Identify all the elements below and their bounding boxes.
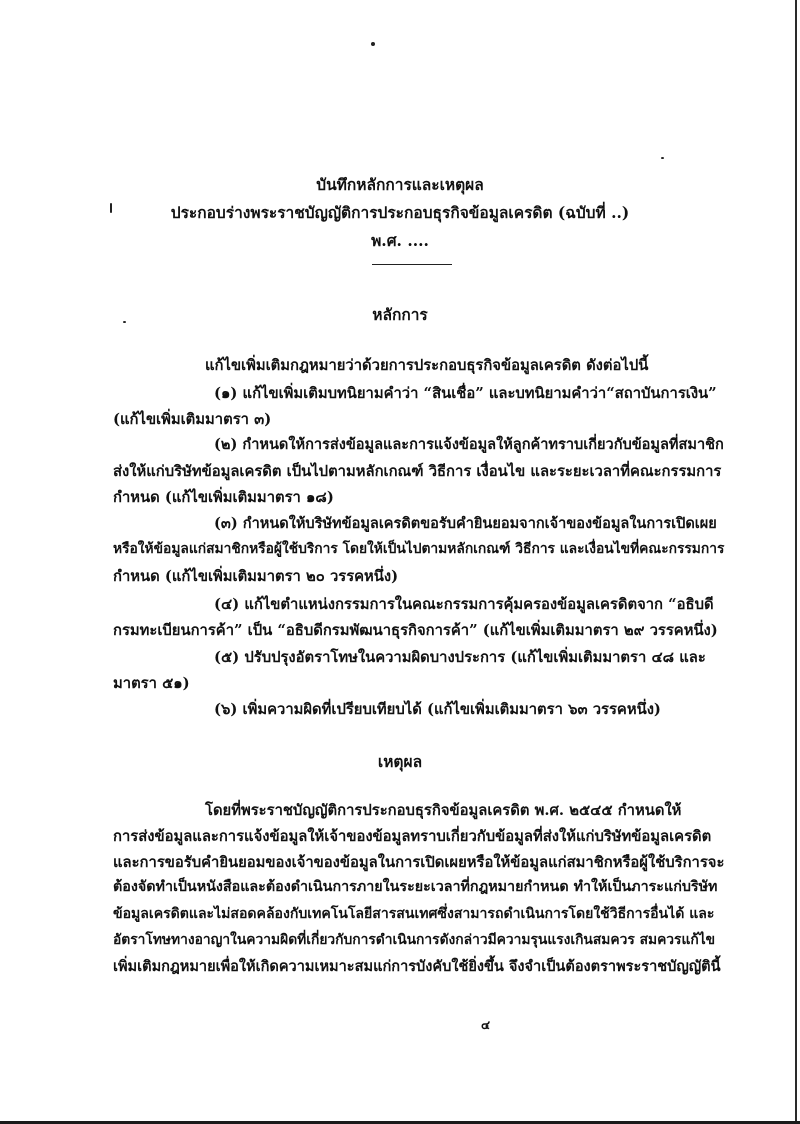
principles-line: (แก้ไขเพิ่มเติมมาตรา ๓) — [113, 411, 272, 428]
page-mark: ๔ — [481, 1018, 491, 1032]
principles-line: มาตรา ๕๑) — [113, 675, 190, 692]
document-subtitle: ประกอบร่างพระราชบัญญัติการประกอบธุรกิจข้อมูลเครดิต (ฉบับที่ ..) — [170, 203, 630, 222]
reasons-line: และการขอรับคำยินยอมของเจ้าของข้อมูลในการเปิดเผยหรือให้ข้อมูลแก่สมาชิกหรือผู้ใช้บริการจะ — [113, 854, 725, 871]
document-title: บันทึกหลักการและเหตุผล — [316, 175, 484, 194]
principles-line: กำหนด (แก้ไขเพิ่มเติมมาตรา ๒๐ วรรคหนึ่ง) — [113, 568, 399, 585]
principles-line: (๑) แก้ไขเพิ่มเติมบทนิยามคำว่า “สินเชื่อ” และบทนิยามคำว่า“สถาบันการเงิน” — [214, 385, 717, 402]
principles-line: ส่งให้แก่บริษัทข้อมูลเครดิต เป็นไปตามหลักเกณฑ์ วิธีการ เงื่อนไข และระยะเวลาที่คณะกรรมการ — [113, 463, 722, 480]
reasons-heading: เหตุผล — [377, 752, 423, 771]
reasons-line: การส่งข้อมูลและการแจ้งข้อมูลให้เจ้าของข้อมูลทราบเกี่ยวกับข้อมูลที่ส่งให้แก่บริษัทข้อมูลเครดิต — [113, 828, 712, 845]
scan-speck — [661, 157, 664, 159]
principles-line: กรมทะเบียนการค้า” เป็น “อธิบดีกรมพัฒนาธุรกิจการค้า” (แก้ไขเพิ่มเติมมาตรา ๒๙ วรรคหนึ่ง) — [113, 622, 718, 639]
principles-line: (๒) กำหนดให้การส่งข้อมูลและการแจ้งข้อมูลให้ลูกค้าทราบเกี่ยวกับข้อมูลที่สมาชิก — [214, 436, 724, 453]
reasons-line: เพิ่มเติมกฎหมายเพื่อให้เกิดความเหมาะสมแก่การบังคับใช้ยิ่งขึ้น จึงจำเป็นต้องตราพระราชบัญญัตินี้ — [113, 958, 721, 975]
principles-line: กำหนด (แก้ไขเพิ่มเติมมาตรา ๑๘) — [113, 489, 334, 506]
scan-edge-right — [795, 0, 797, 1124]
principles-line: (๕) ปรับปรุงอัตราโทษในความผิดบางประการ (แก้ไขเพิ่มเติมมาตรา ๔๘ และ — [214, 649, 706, 666]
principles-line: (๓) กำหนดให้บริษัทข้อมูลเครดิตขอรับคำยินยอมจากเจ้าของข้อมูลในการเปิดเผย — [214, 515, 717, 532]
title-divider — [372, 264, 452, 265]
reasons-line: ข้อมูลเครดิตและไม่สอดคล้องกับเทคโนโลยีสารสนเทศซึ่งสามารถดำเนินการโดยใช้วิธีการอื่นได้ และ — [113, 906, 715, 922]
principles-line: (๔) แก้ไขตำแหน่งกรรมการในคณะกรรมการคุ้มครองข้อมูลเครดิตจาก “อธิบดี — [214, 596, 714, 613]
principles-line: (๖) เพิ่มความผิดที่เปรียบเทียบได้ (แก้ไขเพิ่มเติมมาตรา ๖๓ วรรคหนึ่ง) — [214, 701, 661, 718]
reasons-line: โดยที่พระราชบัญญัติการประกอบธุรกิจข้อมูลเครดิต พ.ศ. ๒๕๔๕ กำหนดให้ — [205, 802, 682, 819]
reasons-line: ต้องจัดทำเป็นหนังสือและต้องดำเนินการภายในระยะเวลาที่กฎหมายกำหนด ทำให้เป็นภาระแก่บริษัท — [113, 879, 718, 895]
scan-speck — [371, 42, 375, 46]
reasons-line: อัตราโทษทางอาญาในความผิดที่เกี่ยวกับการดำเนินการดังกล่าวมีความรุนแรงเกินสมควร สมควรแก้ไข — [113, 932, 716, 948]
principles-heading: หลักการ — [372, 305, 428, 324]
principles-line: หรือให้ข้อมูลแก่สมาชิกหรือผู้ใช้บริการ โดยให้เป็นไปตามหลักเกณฑ์ วิธีการ และเงื่อนไขที่คณะกรรมการ — [113, 541, 725, 557]
document-year: พ.ศ. .... — [371, 231, 429, 250]
principles-line: แก้ไขเพิ่มเติมกฎหมายว่าด้วยการประกอบธุรกิจข้อมูลเครดิต ดังต่อไปนี้ — [205, 357, 649, 374]
